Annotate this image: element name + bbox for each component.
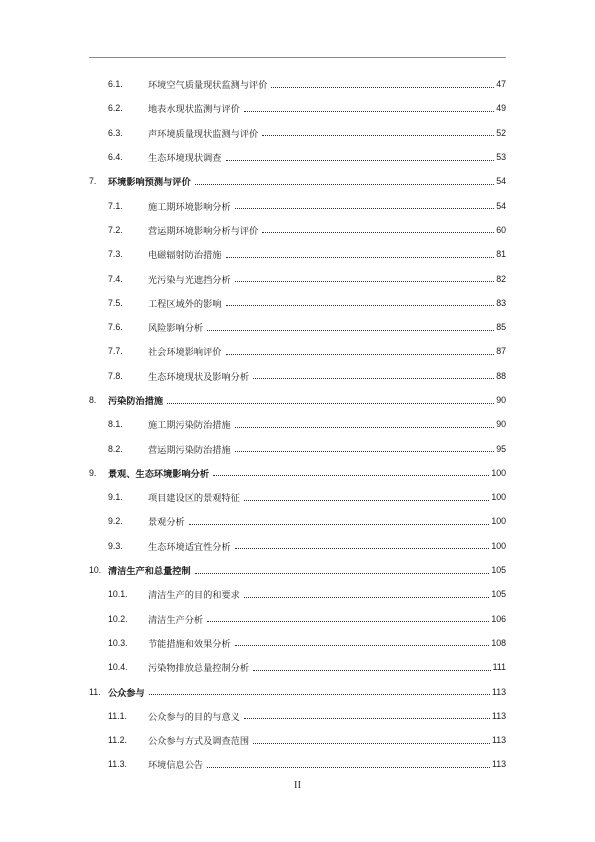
toc-entry-number: 6.3. (108, 127, 123, 138)
toc-entry-page: 100 (491, 516, 506, 527)
toc-entry-title: 声环境质量现状监测与评价 (148, 128, 259, 140)
toc-section-entry[interactable] (89, 72, 506, 96)
toc-section-entry[interactable] (89, 607, 506, 631)
toc-entry-title: 施工期环境影响分析 (148, 201, 231, 213)
toc-entry-title: 节能措施和效果分析 (148, 638, 231, 650)
toc-section-entry[interactable] (89, 631, 506, 655)
toc-section-entry[interactable] (89, 121, 506, 145)
toc-entry-page: 100 (491, 467, 506, 478)
toc-chapter-entry[interactable] (89, 169, 506, 193)
toc-entry-page: 100 (491, 540, 506, 551)
toc-entry-number: 9.3. (108, 540, 123, 551)
dot-leader (207, 767, 490, 768)
toc-entry-page: 54 (496, 200, 506, 211)
toc-section-entry[interactable] (89, 315, 506, 339)
dot-leader (235, 281, 495, 282)
toc-entry-number: 9.1. (108, 492, 123, 503)
toc-section-entry[interactable] (89, 655, 506, 679)
toc-chapter-entry[interactable] (89, 679, 506, 703)
dot-leader (253, 378, 494, 379)
toc-chapter-entry[interactable] (89, 461, 506, 485)
toc-section-entry[interactable] (89, 534, 506, 558)
toc-entry-number: 7.7. (108, 346, 123, 357)
toc-section-entry[interactable] (89, 193, 506, 217)
dot-leader (195, 573, 490, 574)
dot-leader (207, 621, 489, 622)
toc-section-entry[interactable] (89, 509, 506, 533)
toc-entry-title: 景观分析 (148, 517, 185, 529)
toc-entry-title: 环境空气质量现状监测与评价 (148, 80, 268, 92)
toc-section-entry[interactable] (89, 752, 506, 776)
toc-entry-number: 10.1. (108, 589, 128, 600)
toc-section-entry[interactable] (89, 218, 506, 242)
dot-leader (253, 670, 491, 671)
toc-entry-number: 11.1. (108, 710, 127, 721)
toc-chapter-entry[interactable] (89, 558, 506, 582)
toc-entry-number: 8.2. (108, 443, 123, 454)
dot-leader (226, 354, 495, 355)
header-rule (89, 57, 506, 58)
toc-entry-page: 82 (496, 273, 506, 284)
toc-entry-number: 7.2. (108, 224, 123, 235)
toc-entry-page: 90 (496, 419, 506, 430)
toc-entry-number: 7. (89, 176, 97, 187)
toc-entry-title: 污染防治措施 (108, 396, 164, 407)
dot-leader (235, 427, 495, 428)
dot-leader (207, 330, 494, 331)
dot-leader (149, 694, 490, 695)
toc-entry-number: 11. (89, 686, 101, 697)
toc-section-entry[interactable] (89, 436, 506, 460)
dot-leader (189, 524, 490, 525)
toc-entry-title: 公众参与 (108, 687, 145, 699)
toc-entry-title: 风险影响分析 (148, 323, 204, 335)
toc-entry-number: 11.3. (108, 759, 127, 770)
toc-entry-page: 60 (496, 224, 506, 235)
toc-entry-page: 47 (496, 79, 506, 90)
dot-leader (253, 743, 490, 744)
toc-entry-number: 10.3. (108, 637, 128, 648)
toc-entry-page: 52 (496, 127, 506, 138)
toc-entry-page: 87 (496, 346, 506, 357)
toc-entry-number: 6.2. (108, 103, 123, 114)
toc-entry-page: 113 (491, 686, 506, 697)
toc-entry-page: 105 (491, 589, 506, 600)
toc-entry-number: 8.1. (108, 419, 123, 430)
toc-entry-number: 8. (89, 395, 97, 405)
dot-leader (167, 403, 494, 404)
dot-leader (226, 257, 495, 258)
table-of-contents (89, 72, 506, 777)
dot-leader (244, 597, 489, 598)
toc-entry-title: 光污染与光遮挡分析 (148, 274, 231, 286)
toc-entry-number: 10.4. (108, 662, 128, 673)
dot-leader (226, 160, 495, 161)
toc-entry-title: 工程区域外的影响 (148, 298, 222, 310)
dot-leader (226, 305, 495, 306)
toc-entry-page: 90 (496, 395, 506, 405)
page-number: II (293, 779, 302, 791)
toc-entry-number: 6.1. (108, 79, 123, 90)
toc-entry-title: 营运期污染防治措施 (148, 444, 231, 456)
toc-entry-number: 7.1. (108, 200, 123, 211)
toc-section-entry[interactable] (89, 704, 506, 728)
toc-entry-title: 环境影响预测与评价 (108, 177, 191, 189)
toc-section-entry[interactable] (89, 266, 506, 290)
toc-entry-page: 106 (491, 613, 506, 624)
toc-entry-number: 6.4. (108, 152, 123, 163)
toc-entry-number: 7.5. (108, 297, 123, 308)
toc-section-entry[interactable] (89, 145, 506, 169)
toc-entry-number: 10. (89, 565, 102, 576)
toc-entry-title: 清洁生产分析 (148, 614, 204, 626)
toc-entry-title: 清洁生产的目的和要求 (148, 590, 240, 602)
toc-chapter-entry[interactable] (89, 388, 506, 412)
toc-section-entry[interactable] (89, 582, 506, 606)
toc-entry-number: 9.2. (108, 516, 123, 527)
toc-entry-title: 生态环境现状调查 (148, 153, 222, 165)
toc-entry-number: 7.8. (108, 370, 123, 381)
toc-entry-page: 113 (491, 735, 506, 746)
toc-entry-page: 113 (491, 759, 506, 770)
toc-entry-page: 105 (491, 565, 506, 576)
toc-entry-title: 施工期污染防治措施 (148, 420, 231, 432)
toc-entry-page: 100 (491, 492, 506, 503)
toc-entry-title: 公众参与方式及调查范围 (148, 736, 250, 748)
dot-leader (213, 475, 489, 476)
toc-section-entry[interactable] (89, 412, 506, 436)
toc-entry-title: 生态环境适宜性分析 (148, 541, 231, 553)
dot-leader (244, 718, 490, 719)
dot-leader (262, 232, 494, 233)
dot-leader (262, 135, 494, 136)
toc-entry-number: 7.6. (108, 322, 123, 333)
dot-leader (244, 111, 494, 112)
dot-leader (195, 184, 495, 185)
toc-entry-number: 10.2. (108, 613, 128, 624)
dot-leader (244, 500, 489, 501)
toc-section-entry[interactable] (89, 485, 506, 509)
toc-entry-title: 生态环境现状及影响分析 (148, 371, 250, 383)
toc-entry-title: 社会环境影响评价 (148, 347, 222, 359)
toc-entry-title: 公众参与的目的与意义 (148, 711, 240, 723)
toc-entry-number: 7.4. (108, 273, 123, 284)
toc-section-entry[interactable] (89, 291, 506, 315)
toc-entry-page: 53 (496, 152, 506, 163)
toc-entry-title: 景观、生态环境影响分析 (108, 468, 210, 480)
toc-entry-title: 清洁生产和总量控制 (108, 566, 191, 578)
toc-section-entry[interactable] (89, 96, 506, 120)
toc-entry-page: 83 (496, 297, 506, 308)
dot-leader (235, 451, 495, 452)
toc-entry-page: 95 (496, 443, 506, 454)
toc-entry-page: 108 (491, 637, 506, 648)
toc-section-entry[interactable] (89, 339, 506, 363)
toc-entry-title: 环境信息公告 (148, 760, 204, 772)
toc-entry-page: 113 (491, 710, 506, 721)
toc-entry-number: 7.3. (108, 249, 123, 260)
toc-entry-page: 85 (496, 322, 506, 333)
toc-entry-page: 111 (492, 662, 506, 673)
toc-entry-title: 地表水现状监测与评价 (148, 104, 240, 116)
toc-entry-page: 88 (496, 370, 506, 381)
dot-leader (271, 87, 494, 88)
toc-entry-page: 54 (496, 176, 506, 187)
dot-leader (235, 208, 495, 209)
toc-entry-title: 项目建设区的景观特征 (148, 493, 240, 505)
toc-entry-page: 49 (496, 103, 506, 114)
toc-entry-title: 营运期环境影响分析与评价 (148, 225, 259, 237)
dot-leader (235, 645, 490, 646)
toc-section-entry[interactable] (89, 364, 506, 388)
toc-entry-title: 污染物排放总量控制分析 (148, 663, 250, 675)
toc-section-entry[interactable] (89, 728, 506, 752)
dot-leader (235, 548, 490, 549)
toc-entry-number: 11.2. (108, 735, 127, 746)
toc-entry-title: 电磁辐射防治措施 (148, 250, 222, 262)
toc-section-entry[interactable] (89, 242, 506, 266)
toc-entry-number: 9. (89, 467, 97, 478)
toc-entry-page: 81 (496, 249, 506, 260)
